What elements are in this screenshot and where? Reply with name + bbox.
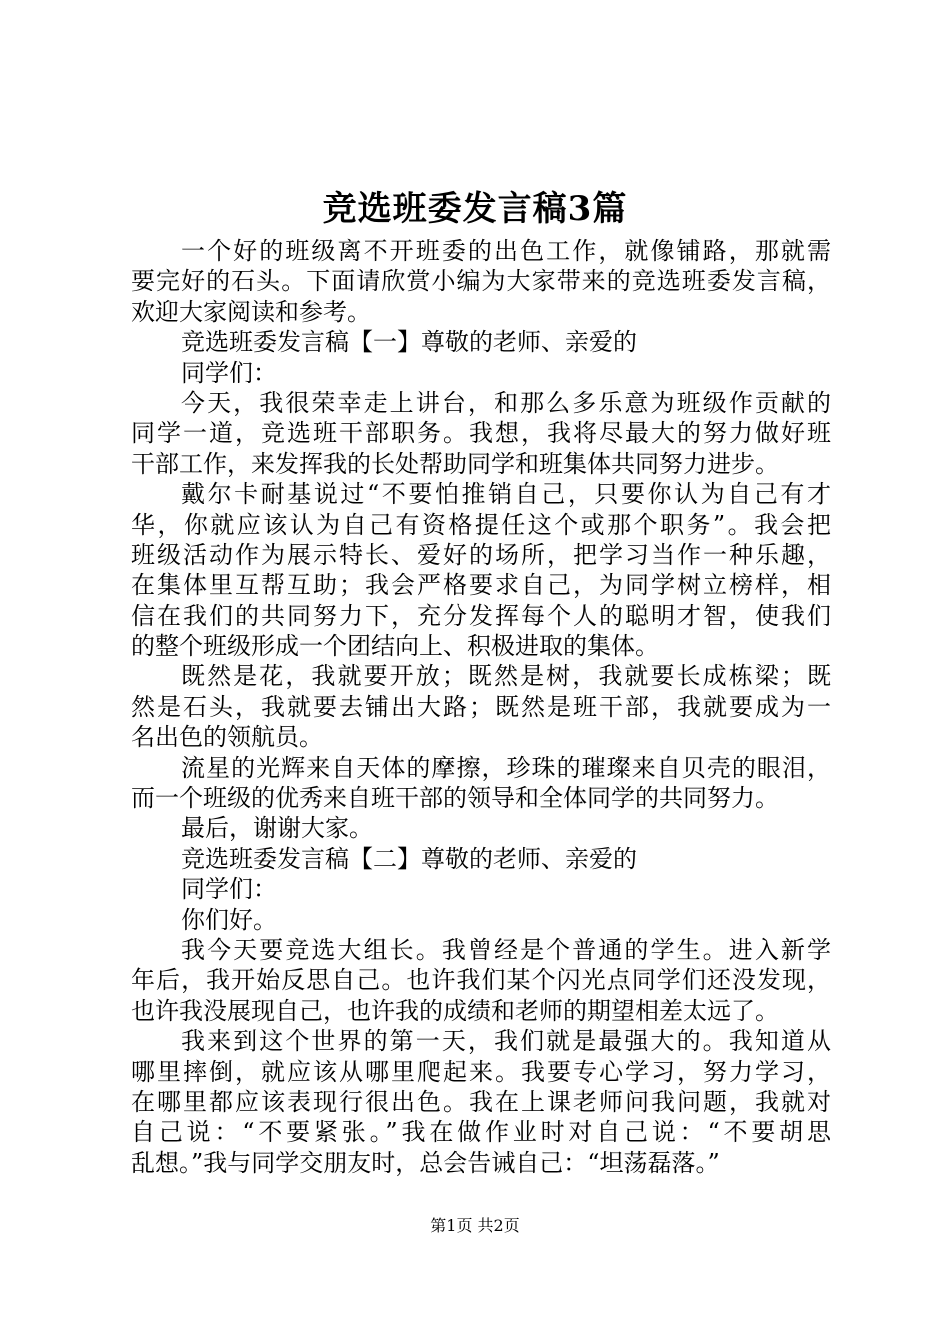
text-line: 既然是花，我就要开放；既然是树，我就要长成栋梁；既 [181, 662, 831, 691]
text-line: 今天，我很荣幸走上讲台，和那么多乐意为班级作贡献的 [181, 388, 831, 417]
text-line: 同学们： [181, 875, 277, 904]
text-line: 在哪里都应该表现行很出色。我在上课老师问我问题，我就对 [131, 1087, 831, 1116]
document-body [131, 236, 831, 1178]
text-line: 一个好的班级离不开班委的出色工作，就像铺路，那就需 [181, 237, 831, 265]
text-line: 要完好的石头。下面请欣赏小编为大家带来的竞选班委发言稿， [131, 267, 831, 296]
text-line: 的整个班级形成一个团结向上、积极进取的集体。 [131, 632, 659, 661]
text-line: 也许我没展现自己，也许我的成绩和老师的期望相差太远了。 [131, 996, 779, 1025]
text-line: 最后，谢谢大家。 [181, 814, 373, 843]
text-line: 自己说：“不要紧张。”我在做作业时对自己说：“不要胡思 [131, 1118, 831, 1147]
text-line: 同学们： [181, 358, 277, 387]
text-line: 华，你就应该认为自己有资格提任这个或那个职务”。我会把 [131, 510, 831, 539]
text-line: 在集体里互帮互助；我会严格要求自己，为同学树立榜样，相 [131, 571, 831, 600]
text-line: 而一个班级的优秀来自班干部的领导和全体同学的共同努力。 [131, 784, 779, 813]
document-title: 竞选班委发言稿3篇 [322, 189, 628, 229]
text-line: 欢迎大家阅读和参考。 [131, 297, 371, 326]
text-line: 竞选班委发言稿【一】尊敬的老师、亲爱的 [181, 328, 637, 357]
text-line: 乱想。”我与同学交朋友时，总会告诫自己：“坦荡磊落。” [131, 1148, 720, 1177]
text-line: 戴尔卡耐基说过“不要怕推销自己，只要你认为自己有才 [181, 480, 831, 509]
text-line: 然是石头，我就要去铺出大路；既然是班干部，我就要成为一 [131, 692, 831, 721]
text-line: 我今天要竞选大组长。我曾经是个普通的学生。进入新学 [181, 935, 831, 964]
text-line: 我来到这个世界的第一天，我们就是最强大的。我知道从 [181, 1027, 831, 1056]
text-line: 班级活动作为展示特长、爱好的场所，把学习当作一种乐趣， [131, 540, 831, 569]
text-line: 年后，我开始反思自己。也许我们某个闪光点同学们还没发现， [131, 966, 831, 995]
page-footer: 第1页 共2页 [430, 1216, 520, 1235]
text-line: 名出色的领航员。 [131, 723, 323, 752]
text-line: 你们好。 [181, 905, 277, 934]
text-line: 哪里摔倒，就应该从哪里爬起来。我要专心学习，努力学习， [131, 1057, 831, 1086]
text-line: 同学一道，竞选班干部职务。我想，我将尽最大的努力做好班 [131, 419, 831, 448]
text-line: 流星的光辉来自天体的摩擦，珍珠的璀璨来自贝壳的眼泪， [181, 753, 831, 782]
text-line: 竞选班委发言稿【二】尊敬的老师、亲爱的 [181, 844, 637, 873]
text-line: 信在我们的共同努力下，充分发挥每个人的聪明才智，使我们 [131, 601, 831, 630]
text-line: 干部工作，来发挥我的长处帮助同学和班集体共同努力进步。 [131, 449, 779, 478]
